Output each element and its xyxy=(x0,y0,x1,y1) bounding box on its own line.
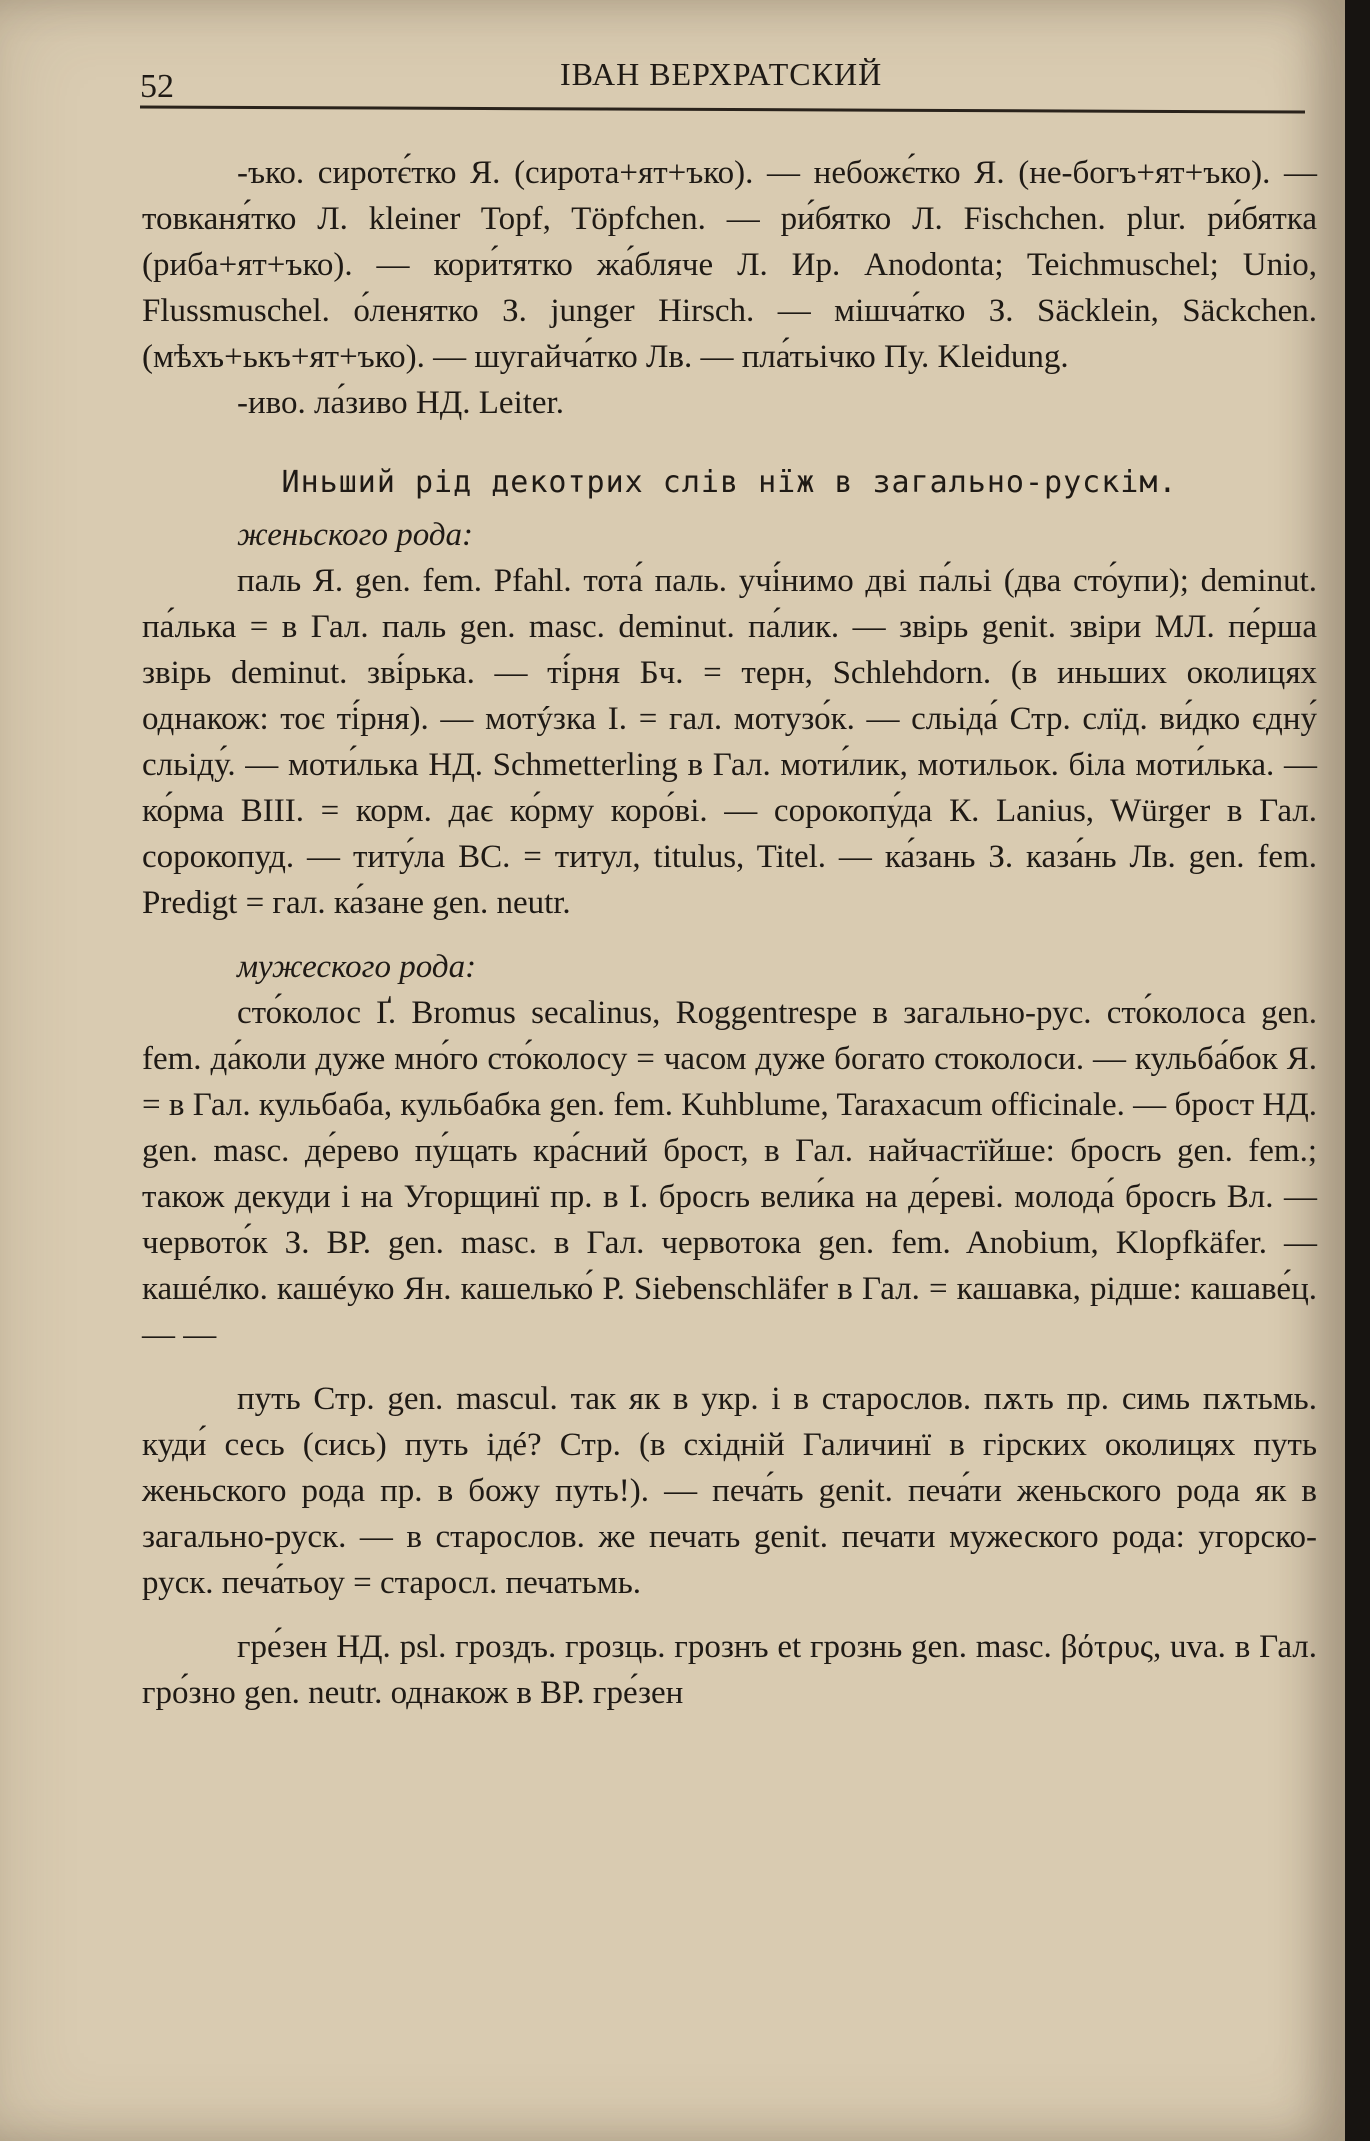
paragraph-grezen: гре́зен НД. psl. гроздъ. грозць. грознъ et грознь gen. masc. βότρυς, uva. в Гал. гро́зно gen. neutr. однакож в ВР. гре́зен xyxy=(142,1629,1317,1711)
paragraph-yatko: -ъко. сиротє́тко Я. (сирота+ят+ъко). — небожє́тко Я. (не-богъ+ят+ъко). — товканя́тко Л. kleiner Topf, Töpfchen. — ри́бятко Л. Fischchen. plur. ри́бятка (риба+ят+ъко). — кори́тятко жа́бляче Л. Ир. Anodonta; Teichmuschel; Unio, Flussmuschel. о́ленятко З. junger Hirsch. — мішча́тко З. Säcklein, Säckchen. (мѣхъ+ькъ+ят+ъко). — шугайча́тко Лв. — пла́тьічко Пу. Kleidung. xyxy=(142,155,1317,375)
paragraph-ivo: -иво. ла́зиво НД. Leiter. xyxy=(237,385,564,421)
subheading-feminine: женьского рода: xyxy=(237,517,473,553)
section-heading: Иньший рід декотрих слів нїж в загально-рускім. xyxy=(281,465,1178,500)
running-title: ІВАН ВЕРХРАТСКИЙ xyxy=(560,56,883,92)
page-text xyxy=(142,150,1317,1716)
subheading-masculine: мужеского рода: xyxy=(237,949,477,985)
paragraph-put: путь Стр. gen. mascul. так як в укр. і в старослов. пѫть пр. симь пѫтьмь. куди́ сесь (сись) путь ідé? Стр. (в східній Галичинї в гірских околицях путь женьского рода пр. в божу путь!). — печа́ть genit. печа́ти женьского рода як в загально-руск. — в старослов. же печать genit. печати мужеского рода: угорско-руск. печа́тьоу = старосл. печатьмь. xyxy=(142,1381,1317,1601)
paragraph-masculine: сто́колос Ґ. Bromus secalinus, Roggentrespe в загально-рус. сто́колоса gen. fem. да́коли дуже мно́го сто́колосу = часом дуже богато стоколоси. — кульба́бок Я. = в Гал. кульбаба, кульбабка gen. fem. Kuhblume, Taraxacum officinale. — брост НД. gen. masc. де́рево пу́щать кра́сний брост, в Гал. найчастїйше: бросrь gen. fem.; також декуди і на Угорщинї пр. в І. бросrь вели́ка на де́реві. молода́ бросrь Вл. — червото́к З. ВР. gen. masc. в Гал. червотока gen. fem. Anobium, Klopfkäfer. — кашéлко. кашéуко Ян. кашелько́ Р. Siebenschläfer в Гал. = кашавка, рідше: кашаве́ц. — — xyxy=(142,995,1317,1353)
page-number: 52 xyxy=(140,68,174,105)
paragraph-feminine: паль Я. gen. fem. Pfahl. тота́ паль. учі́нимо дві па́льі (два сто́упи); deminut. па́лька = в Гал. паль gen. masc. deminut. па́лик. — звірь genit. звіри МЛ. пе́рша звірь deminut. зві́рька. — ті́рня Бч. = терн, Schlehdorn. (в иньших околицях однакож: тоє ті́рня). — мотýзка І. = гал. мотузо́к. — сльіда́ Стр. слїд. ви́дко єдну́ сльіду́. — моти́лька НД. Schmetterling в Гал. моти́лик, мотильок. біла моти́лька. — ко́рма ВІІІ. = корм. даϵ ко́рму коро́ві. — сорокопу́да К. Lanius, Würger в Гал. сорокопуд. — титу́ла ВС. = титул, titulus, Titel. — ка́зань З. каза́нь Лв. gen. fem. Predigt = гал. ка́зане gen. neutr. xyxy=(142,563,1317,921)
header-rule xyxy=(140,105,1305,113)
